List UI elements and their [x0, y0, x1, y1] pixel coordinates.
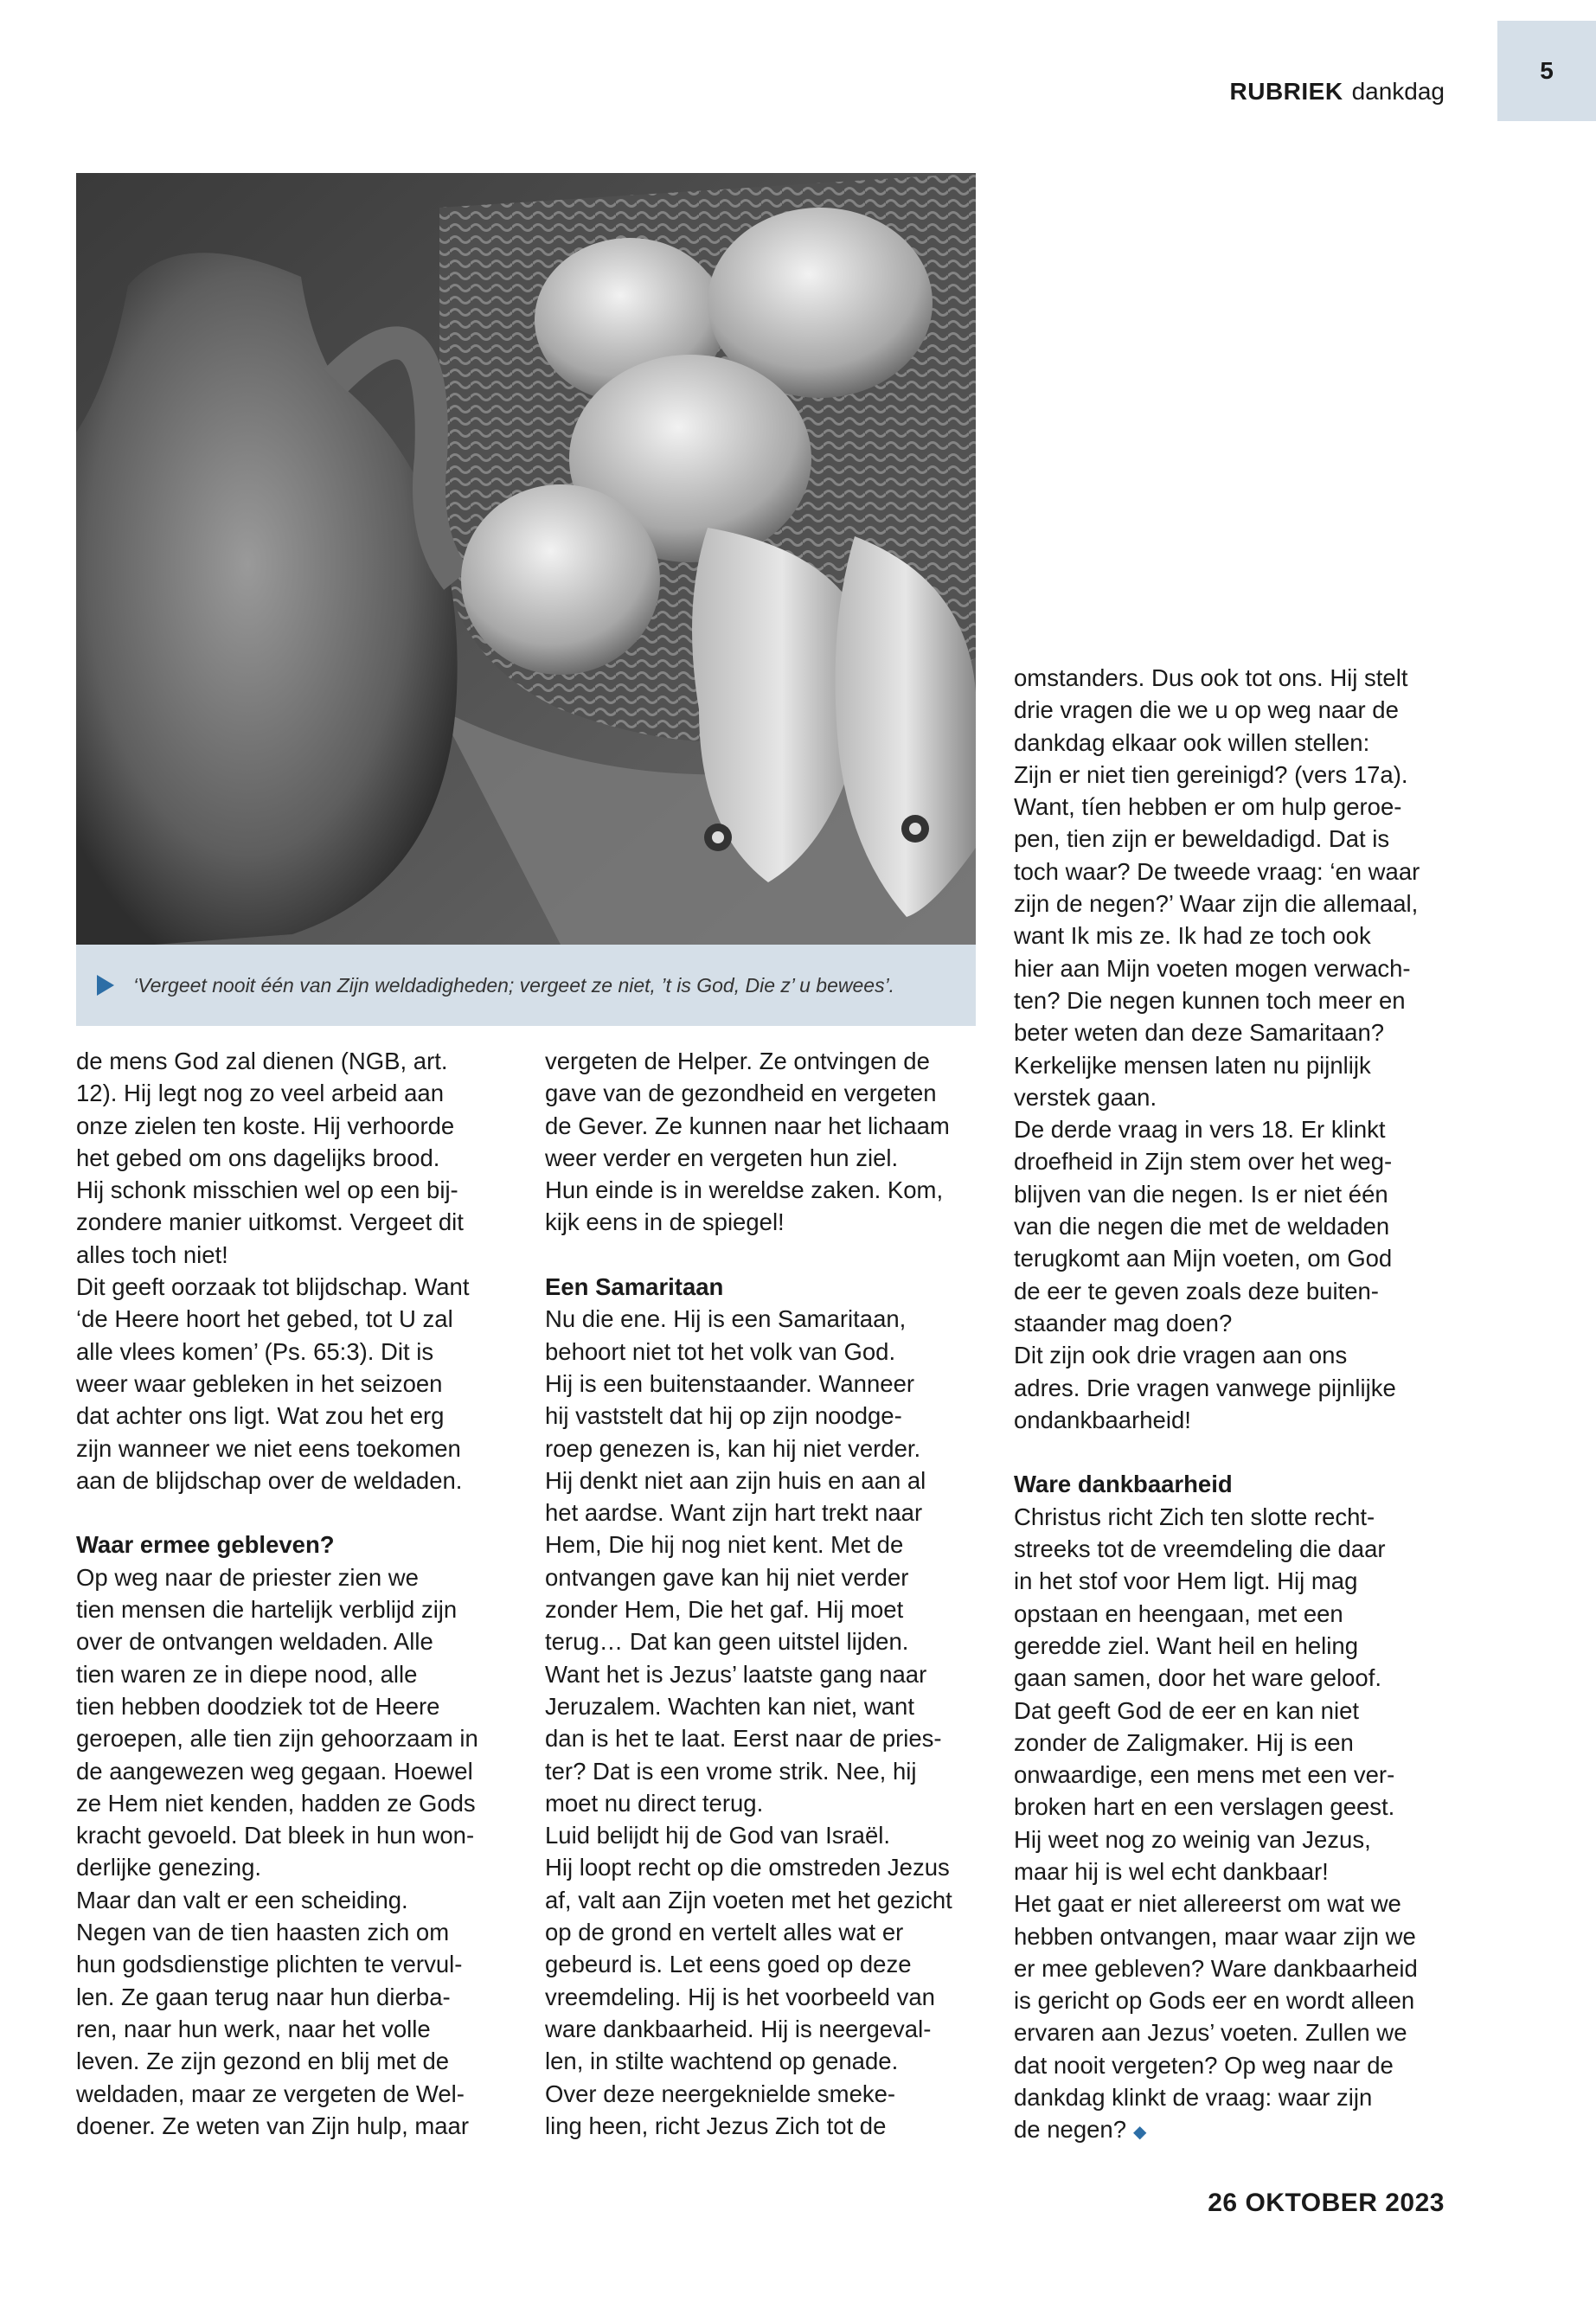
- text-line: adres. Drie vragen vanwege pijnlijke: [1014, 1374, 1396, 1401]
- text-line: ervaren aan Jezus’ voeten. Zullen we: [1014, 2019, 1407, 2047]
- text-line: gave van de gezondheid en vergeten: [545, 1080, 937, 1107]
- text-line: ondankbaarheid!: [1014, 1406, 1191, 1433]
- text-line: alle vlees komen’ (Ps. 65:3). Dit is: [76, 1337, 434, 1365]
- photo-caption: [76, 945, 976, 1026]
- text-line: hun godsdienstige plichten te vervul-: [76, 1951, 463, 1978]
- text-line: Het gaat er niet allereerst om wat we: [1014, 1890, 1401, 1918]
- text-line: Maar dan valt er een scheiding.: [76, 1886, 408, 1913]
- text-line: Luid belijdt hij de God van Israël.: [545, 1822, 890, 1849]
- text-line: dan is het te laat. Eerst naar de pries-: [545, 1725, 942, 1753]
- text-line: Nu die ene. Hij is een Samaritaan,: [545, 1305, 907, 1333]
- text-line: verstek gaan.: [1014, 1083, 1157, 1111]
- text-line: is gericht op Gods eer en wordt alleen: [1014, 1987, 1415, 2015]
- text-line: tien mensen die hartelijk verblijd zijn: [76, 1596, 458, 1624]
- article-photo: [76, 173, 976, 945]
- text-line: Dit geeft oorzaak tot blijdschap. Want: [76, 1273, 470, 1301]
- text-line: er mee gebleven? Ware dankbaarheid: [1014, 1954, 1418, 1982]
- text-line: de negen?: [1014, 2116, 1126, 2144]
- text-line: ling heen, richt Jezus Zich tot de: [545, 2112, 887, 2139]
- text-line: Zijn er niet tien gereinigd? (vers 17a).: [1014, 760, 1408, 788]
- text-line: doener. Ze weten van Zijn hulp, maar: [76, 2112, 470, 2139]
- text-line: dat nooit vergeten? Op weg naar de: [1014, 2051, 1394, 2079]
- text-line: op de grond en vertelt alles wat er: [545, 1919, 904, 1946]
- section-heading: Ware dankbaarheid: [1014, 1471, 1233, 1498]
- text-line: zonder Hem, Die het gaf. Hij moet: [545, 1596, 904, 1624]
- end-mark-icon: ◆: [1133, 2123, 1147, 2143]
- text-line: drie vragen die we u op weg naar de: [1014, 696, 1399, 724]
- text-line: Kerkelijke mensen laten nu pijnlijk: [1014, 1051, 1371, 1079]
- text-line: Over deze neergeknielde smeke-: [545, 2080, 896, 2107]
- text-line: len, in stilte wachtend op genade.: [545, 2048, 899, 2075]
- text-line: roep genezen is, kan hij niet verder.: [545, 1434, 921, 1462]
- text-line: hier aan Mijn voeten mogen verwach-: [1014, 954, 1411, 982]
- text-line: af, valt aan Zijn voeten met het gezicht: [545, 1886, 952, 1913]
- section-label: RUBRIEK: [1229, 78, 1343, 105]
- text-line: maar hij is wel echt dankbaar!: [1014, 1857, 1329, 1885]
- caption-arrow-icon: [97, 975, 114, 996]
- text-line: terugkomt aan Mijn voeten, om God: [1014, 1245, 1393, 1272]
- text-line: Dit zijn ook drie vragen aan ons: [1014, 1342, 1348, 1369]
- text-line: hebben ontvangen, maar waar zijn we: [1014, 1922, 1416, 1950]
- text-line: Hij denkt niet aan zijn huis en aan al: [545, 1466, 926, 1494]
- text-line: kracht gevoeld. Dat bleek in hun won-: [76, 1822, 475, 1849]
- text-column-1: [76, 1045, 526, 2142]
- text-line: Hij loopt recht op die omstreden Jezus: [545, 1854, 950, 1881]
- text-line: de Gever. Ze kunnen naar het lichaam: [545, 1112, 950, 1139]
- text-line: terug… Dat kan geen uitstel lijden.: [545, 1628, 909, 1656]
- text-line: aan de blijdschap over de weldaden.: [76, 1466, 463, 1494]
- text-line: tien hebben doodziek tot de Heere: [76, 1692, 440, 1720]
- text-line: streeks tot de vreemdeling die daar: [1014, 1535, 1386, 1563]
- text-line: in het stof voor Hem ligt. Hij mag: [1014, 1567, 1358, 1595]
- page-number: 5: [1540, 57, 1554, 84]
- text-line: ze Hem niet kenden, hadden ze Gods: [76, 1789, 476, 1817]
- text-line: ware dankbaarheid. Hij is neergeval-: [545, 2015, 932, 2042]
- paragraph-gap: [1014, 1436, 1464, 1468]
- text-line: Want het is Jezus’ laatste gang naar: [545, 1660, 927, 1688]
- text-line: gebeurd is. Let eens goed op deze: [545, 1951, 912, 1978]
- text-line: ontvangen gave kan hij niet verder: [545, 1563, 909, 1591]
- text-line: beter weten dan deze Samaritaan?: [1014, 1019, 1385, 1047]
- text-column-3: [1014, 662, 1464, 2150]
- text-line: Jeruzalem. Wachten kan niet, want: [545, 1692, 914, 1720]
- text-line: zijn wanneer we niet eens toekomen: [76, 1434, 461, 1462]
- text-line: zonder de Zaligmaker. Hij is een: [1014, 1728, 1354, 1756]
- text-line: dankdag klinkt de vraag: waar zijn: [1014, 2084, 1373, 2112]
- text-line: Hij is een buitenstaander. Wanneer: [545, 1369, 915, 1397]
- text-line: dankdag elkaar ook willen stellen:: [1014, 728, 1370, 756]
- caption-text: ‘Vergeet nooit één van Zijn weldadigheden; vergeet ze niet, ’t is God, Die z’ u bewees’.: [133, 973, 895, 997]
- still-life-image: [76, 173, 976, 945]
- text-line: blijven van die negen. Is er niet één: [1014, 1180, 1388, 1208]
- text-line: alles toch niet!: [76, 1240, 228, 1268]
- running-header: [1230, 76, 1445, 107]
- text-line: zondere manier uitkomst. Vergeet dit: [76, 1208, 464, 1236]
- text-line: het aardse. Want zijn hart trekt naar: [545, 1499, 923, 1527]
- text-line: ter? Dat is een vrome strik. Nee, hij: [545, 1757, 917, 1785]
- text-line: dat achter ons ligt. Wat zou het erg: [76, 1402, 445, 1430]
- topic-label: dankdag: [1351, 78, 1445, 105]
- text-line: gaan samen, door het ware geloof.: [1014, 1664, 1382, 1692]
- text-line: Hun einde is in wereldse zaken. Kom,: [545, 1176, 944, 1204]
- text-line: de aangewezen weg gegaan. Hoewel: [76, 1757, 473, 1785]
- text-line: Negen van de tien haasten zich om: [76, 1919, 450, 1946]
- text-line: opstaan en heengaan, met een: [1014, 1599, 1343, 1627]
- jug-icon: [76, 253, 458, 945]
- section-heading: Een Samaritaan: [545, 1273, 724, 1301]
- text-line: hij vaststelt dat hij op zijn noodge-: [545, 1402, 902, 1430]
- text-line: kijk eens in de spiegel!: [545, 1208, 785, 1236]
- text-line: Dat geeft God de eer en kan niet: [1014, 1696, 1360, 1724]
- text-line: want Ik mis ze. Ik had ze toch ook: [1014, 922, 1371, 950]
- text-line: leven. Ze zijn gezond en blij met de: [76, 2048, 450, 2075]
- page-number-tab: [1497, 21, 1596, 121]
- text-line: onze zielen ten koste. Hij verhoorde: [76, 1112, 455, 1139]
- text-line: de mens God zal dienen (NGB, art.: [76, 1048, 448, 1074]
- issue-date: 26 OKTOBER 2023: [1208, 2189, 1445, 2217]
- text-column-2: [545, 1045, 995, 2142]
- text-line: ten? Die negen kunnen toch meer en: [1014, 986, 1406, 1014]
- text-line: weer waar gebleken in het seizoen: [76, 1369, 443, 1397]
- text-line: weldaden, maar ze vergeten de Wel-: [76, 2080, 465, 2107]
- text-line: zijn de negen?’ Waar zijn die allemaal,: [1014, 890, 1419, 918]
- text-line: de eer te geven zoals deze buiten-: [1014, 1277, 1379, 1304]
- text-line: Want, tíen hebben er om hulp geroe-: [1014, 793, 1402, 821]
- text-line: weer verder en vergeten hun ziel.: [545, 1144, 899, 1171]
- text-line: len. Ze gaan terug naar hun dierba-: [76, 1983, 451, 2010]
- text-line: staander mag doen?: [1014, 1309, 1233, 1336]
- text-line: toch waar? De tweede vraag: ‘en waar: [1014, 857, 1420, 885]
- text-line: Hij schonk misschien wel op een bij-: [76, 1176, 458, 1204]
- text-line: moet nu direct terug.: [545, 1789, 764, 1817]
- text-line: Op weg naar de priester zien we: [76, 1563, 419, 1591]
- text-line: 12). Hij legt nog zo veel arbeid aan: [76, 1080, 444, 1107]
- text-line: broken hart en een verslagen geest.: [1014, 1793, 1395, 1821]
- text-line: pen, tien zijn er beweldadigd. Dat is: [1014, 825, 1390, 853]
- text-line: tien waren ze in diepe nood, alle: [76, 1660, 418, 1688]
- text-line: Hem, Die hij nog niet kent. Met de: [545, 1531, 904, 1559]
- text-line: het gebed om ons dagelijks brood.: [76, 1144, 440, 1171]
- text-line: over de ontvangen weldaden. Alle: [76, 1628, 433, 1656]
- text-line: ‘de Heere hoort het gebed, tot U zal: [76, 1305, 453, 1333]
- text-line: behoort niet tot het volk van God.: [545, 1337, 896, 1365]
- text-line: Hij weet nog zo weinig van Jezus,: [1014, 1825, 1371, 1853]
- text-line: Christus richt Zich ten slotte recht-: [1014, 1503, 1375, 1530]
- paragraph-gap: [545, 1239, 995, 1271]
- section-heading: Waar ermee gebleven?: [76, 1531, 335, 1559]
- text-line: onwaardige, een mens met een ver-: [1014, 1761, 1395, 1789]
- text-line: vergeten de Helper. Ze ontvingen de: [545, 1048, 930, 1074]
- text-line: ren, naar hun werk, naar het volle: [76, 2015, 431, 2042]
- text-line: droefheid in Zijn stem over het weg-: [1014, 1148, 1393, 1176]
- text-line: omstanders. Dus ook tot ons. Hij stelt: [1014, 664, 1408, 691]
- text-line: geroepen, alle tien zijn gehoorzaam in: [76, 1725, 478, 1753]
- text-line: geredde ziel. Want heil en heling: [1014, 1631, 1358, 1659]
- text-line: De derde vraag in vers 18. Er klinkt: [1014, 1116, 1386, 1144]
- paragraph-gap: [76, 1497, 526, 1529]
- text-line: derlijke genezing.: [76, 1854, 262, 1881]
- text-line: vreemdeling. Hij is het voorbeeld van: [545, 1983, 935, 2010]
- text-line: van die negen die met de weldaden: [1014, 1213, 1390, 1240]
